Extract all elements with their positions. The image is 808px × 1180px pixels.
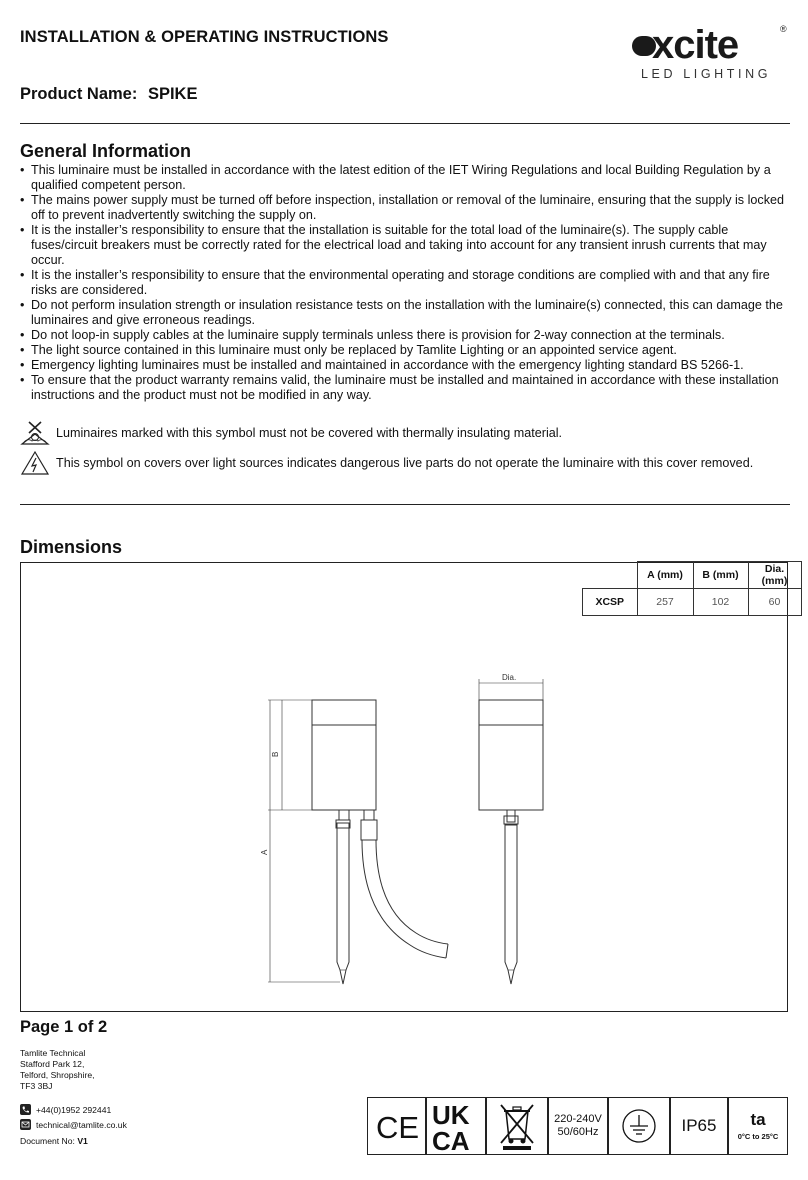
dimensions-title: Dimensions	[20, 537, 123, 557]
logo-brand: xcite	[652, 23, 739, 67]
ta-label: ta	[750, 1109, 766, 1129]
ce-mark-box	[367, 1097, 426, 1155]
xcite-logo	[632, 18, 792, 84]
logo-registered: ®	[780, 24, 787, 34]
list-item: • The mains power supply must be turned off before inspection, installation or removal of the luminaire, ensuring that the supply is locked off to prevent inadvertently switching the supply on.	[20, 193, 790, 223]
dimensions-table	[582, 561, 802, 616]
frequency-text: 50/60Hz	[557, 1126, 599, 1138]
earth-mark-box	[608, 1097, 670, 1155]
ta-range: 0°C to 25°C	[737, 1131, 779, 1141]
high-voltage-warning-icon	[20, 450, 50, 476]
divider	[20, 123, 790, 124]
divider	[20, 504, 790, 505]
symbol-insulation-text: Luminaires marked with this symbol must not be covered with thermally insulating material.	[56, 426, 563, 440]
phone-icon	[20, 1104, 31, 1115]
row-b: 102	[693, 589, 748, 616]
table-corner	[583, 562, 638, 589]
ukca-mark-box	[426, 1097, 486, 1155]
dimension-label-dia: Dia.	[502, 673, 517, 682]
ip-rating-text: IP65	[681, 1116, 717, 1135]
document-number	[20, 1136, 88, 1146]
list-item: • The light source contained in this luminaire must only be replaced by Tamlite Lighting or an appointed service agent.	[20, 343, 790, 358]
table-header-row	[583, 562, 802, 589]
product-value: SPIKE	[147, 85, 198, 103]
document-number-label: Document No:	[20, 1136, 75, 1146]
header-dia: Dia. (mm)	[748, 562, 801, 589]
weee-mark-box	[486, 1097, 548, 1155]
ce-mark-text: CE	[375, 1111, 419, 1141]
contact-email	[20, 1119, 127, 1130]
no-insulation-cover-icon	[20, 420, 50, 446]
logo-tagline: LED LIGHTING	[641, 67, 772, 81]
header-a: A (mm)	[637, 562, 693, 589]
weee-bin-icon	[495, 1101, 539, 1151]
ukca-mark	[430, 1100, 482, 1152]
list-item: • This luminaire must be installed in accordance with the latest edition of the IET Wiring Regulations and local Building Regulation by a qualified competent person.	[20, 163, 790, 193]
product-name	[20, 85, 197, 104]
contact-phone	[20, 1104, 111, 1115]
address-line: Stafford Park 12,	[20, 1059, 85, 1069]
symbol-row-live-parts	[20, 450, 800, 476]
symbol-live-parts-text: This symbol on covers over light sources indicates dangerous live parts do not operate the luminaire with this cover removed.	[56, 456, 754, 470]
dimension-label-b: B	[271, 751, 280, 757]
ce-mark	[375, 1111, 419, 1141]
product-label: Product Name:	[20, 85, 138, 103]
address-line: Tamlite Technical	[20, 1048, 86, 1058]
row-dia: 60	[748, 589, 801, 616]
email-address: technical@tamlite.co.uk	[36, 1119, 127, 1130]
list-item: • Do not perform insulation strength or insulation resistance tests on the installation with the luminaire(s) connected, this can damage the luminaires and give erroneous readings.	[20, 298, 790, 328]
ta-rating-box	[728, 1097, 788, 1155]
general-info-title: General Information	[20, 141, 192, 161]
table-row	[583, 589, 802, 616]
general-info-list	[20, 163, 790, 403]
ukca-top-text: UK	[432, 1100, 470, 1130]
document-number-value: V1	[77, 1136, 88, 1146]
list-item: • To ensure that the product warranty remains valid, the luminaire must be installed and maintained in accordance with these installation instructions and the product must not be modified in any way.	[20, 373, 790, 403]
ip-rating-box	[670, 1097, 728, 1155]
address-line: TF3 3BJ	[20, 1081, 53, 1091]
list-item: • It is the installer’s responsibility to ensure that the environmental operating and storage conditions are complied with and that any fire risks are considered.	[20, 268, 790, 298]
row-model: XCSP	[583, 589, 638, 616]
voltage-box	[548, 1097, 608, 1155]
list-item: • It is the installer’s responsibility to ensure that the installation is suitable for the total load of the luminaire(s). The supply cable fuses/circuit breakers must be correctly rated for the electrical load and taking into account for any transient inrush currents that may occur.	[20, 223, 790, 268]
row-a: 257	[637, 589, 693, 616]
voltage-text: 220-240V	[554, 1113, 602, 1125]
company-address	[20, 1048, 95, 1092]
header-b: B (mm)	[693, 562, 748, 589]
address-line: Telford, Shropshire,	[20, 1070, 95, 1080]
spike-technical-drawing	[250, 665, 570, 995]
symbol-row-insulation	[20, 420, 800, 446]
earth-ground-icon	[620, 1107, 658, 1145]
ukca-bottom-text: CA	[432, 1126, 470, 1152]
list-item: • Emergency lighting luminaires must be installed and maintained in accordance with the emergency lighting standard BS 5266-1.	[20, 358, 790, 373]
document-title: INSTALLATION & OPERATING INSTRUCTIONS	[20, 28, 389, 46]
email-icon	[20, 1119, 31, 1130]
dimension-label-a: A	[260, 849, 269, 855]
phone-number: +44(0)1952 292441	[36, 1104, 112, 1115]
list-item: • Do not loop-in supply cables at the luminaire supply terminals unless there is provision for 2-way connection at the terminals.	[20, 328, 790, 343]
page-number: Page 1 of 2	[20, 1018, 108, 1036]
